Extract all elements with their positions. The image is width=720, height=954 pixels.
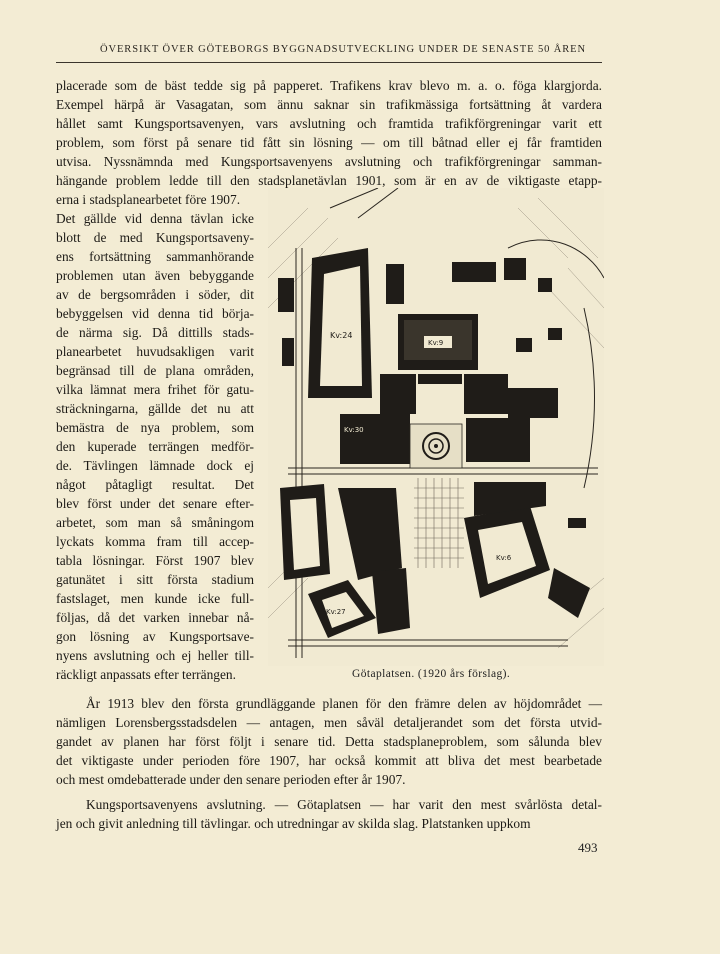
text-line: begränsad till de plana områden, (56, 363, 254, 378)
block-kv9 (398, 314, 478, 370)
text-line: gandet av planen har först följt i senare tid. Detta stadsplaneproblem, som sålunda blev (56, 734, 602, 749)
text-line: År 1913 blev den första grundläggande planen för den främre delen av höjdområdet — (86, 696, 602, 711)
text-line: Exempel härpå är Vasagatan, som ännu saknar sin trafikmässiga fortsättning åt vardera (56, 97, 602, 112)
text-line: fastslaget, men kunde icke full- (56, 591, 254, 606)
text-line: de. Tävlingen lämnade dock ej (56, 458, 254, 473)
text-line: sträckningarna, gällde det nu att (56, 401, 254, 416)
text-line: Det gällde vid denna tävlan icke (56, 211, 254, 226)
block-lower-left (280, 484, 330, 580)
text-line: planearbetet huvudsakligen varit (56, 344, 254, 359)
text-line: arbetet, som man så småningom (56, 515, 254, 530)
label-kv27: Kv:27 (326, 608, 346, 616)
central-square (410, 424, 462, 468)
text-line: bebyggelsen vid denna tid börja- (56, 306, 254, 321)
text-line: hållet samt Kungsportsavenyen, vars avslutning och framtida trafikförgreningar varit ett (56, 116, 602, 131)
text-line: av de bergsområden i söder, dit (56, 287, 254, 302)
header-rule (56, 62, 602, 63)
text-line: placerade som de bäst tedde sig på papperet. Trafikens krav blevo m. a. o. föga klargjorda. (56, 78, 602, 93)
text-line: och mest omdebatterade under den senare perioden efter år 1907. (56, 772, 406, 787)
text-line: gatunätet i sitt första stadium (56, 572, 254, 587)
page-number: 493 (578, 840, 598, 855)
bottom-paragraphs (56, 694, 602, 833)
text-line: blott de med Kungsportsaveny- (56, 230, 254, 245)
text-line: det viktigaste under perioden före 1907, har också kommit att bliva det mest bearbetade (56, 753, 602, 768)
label-kv30: Kv:30 (344, 426, 364, 434)
text-line: erna i stadsplanearbetet före 1907. (56, 192, 241, 207)
text-line: nämligen Lorensbergsstadsdelen — antagen, men såväl detaljerandet som det första utvid- (56, 715, 602, 730)
text-line: Kungsportsavenyens avslutning. — Götaplatsen — har varit den mest svårlösta detal- (86, 797, 602, 812)
text-line: gon lösning av Kungsportsave- (56, 629, 254, 644)
label-kv9: Kv:9 (428, 339, 444, 347)
text-line: problemen utan även bebyggande (56, 268, 254, 283)
text-line: jen och givit anledning till tävlingar. och utredningar av skilda slag. Platstanken uppkom (56, 816, 531, 831)
column-paragraph (56, 209, 254, 684)
text-line: något påtagligt resultat. Det (56, 477, 254, 492)
block-kv24 (308, 248, 372, 398)
text-line: hängande problem ledde till den stadsplanetävlan 1901, som är en av de viktigaste etapp- (56, 173, 602, 188)
text-line: nyens avslutning och ej heller till- (56, 648, 254, 663)
text-line: de närma sig. Då dittills stads- (56, 325, 254, 340)
label-kv6: Kv:6 (496, 554, 512, 562)
text-line: blev först under det senare efter- (56, 496, 254, 511)
text-line: bemästra de nya problem, som (56, 420, 254, 435)
text-line: den kuperade terrängen medför- (56, 439, 254, 454)
text-line: utvisa. Nyssnämnda med Kungsportsavenyens avslutning och trafikförgreningar samman- (56, 154, 602, 169)
text-line: tabla lösningar. Först 1907 blev (56, 553, 254, 568)
gotaplatsen-plan-figure (268, 188, 604, 666)
text-line: följas, då det varken innebar nå- (56, 610, 254, 625)
figure-caption: Götaplatsen. (1920 års förslag). (352, 668, 511, 680)
text-line: räckligt anpassats efter terrängen. (56, 667, 236, 682)
label-kv24: Kv:24 (330, 331, 353, 340)
text-line: lyckats komma fram till accep- (56, 534, 254, 549)
running-head: ÖVERSIKT ÖVER GÖTEBORGS BYGGNADSUTVECKLING UNDER DE SENASTE 50 ÅREN (100, 44, 586, 55)
text-line: vilka lämnat mera frihet för gatu- (56, 382, 254, 397)
text-line: ens fortsättning sammanhörande (56, 249, 254, 264)
text-line: problem, som först på senare tid fått sin lösning — om till båtnad eller ej får framtiden (56, 135, 602, 150)
